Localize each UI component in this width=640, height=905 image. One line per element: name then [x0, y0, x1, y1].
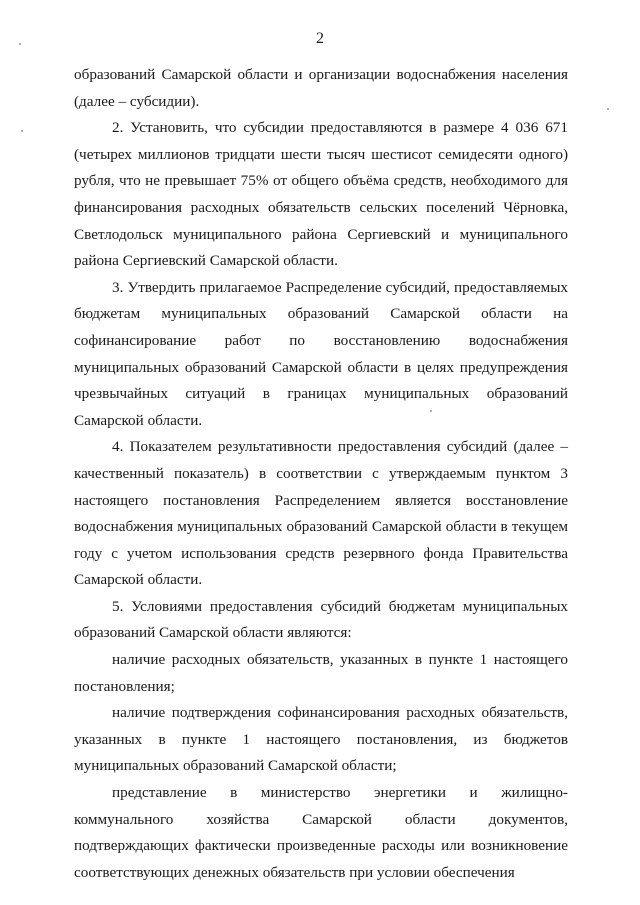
document-body [74, 62, 568, 886]
condition-documents-submission: представление в министерство энергетики и жилищно-коммунального хозяйства Самарской области документов, подтверждающих фактически произведенные расходы или возникновение соответствующих денежных обязательств при условии обеспечения [74, 784, 568, 881]
scan-speck [607, 108, 609, 110]
scan-speck [19, 43, 21, 45]
condition-expense-obligations: наличие расходных обязательств, указанных в пункте 1 настоящего постановления; [74, 651, 568, 695]
paragraph-item-3: 3. Утвердить прилагаемое Распределение субсидий, предоставляемых бюджетам муниципальных образований Самарской области на софинансирование работ по восстановлению водоснабжения муниципальных образований Самарской области в целях предупреждения чрезвычайных ситуаций в границах муниципальных образований Самарской области. [74, 278, 568, 429]
paragraph-item-4: 4. Показателем результативности предоставления субсидий (далее – качественный показатель) в соответствии с утверждаемым пунктом 3 настоящего постановления Распределением является восстановление водоснабжения муниципальных образований Самарской области в текущем году с учетом использования средств резервного фонда Правительства Самарской области. [74, 438, 568, 589]
paragraph-item-2: 2. Установить, что субсидии предоставляются в размере 4 036 671 (четырех миллионов тридцати шести тысяч шестисот семидесяти одного) рубля, что не превышает 75% от общего объёма средств, необходимого для финансирования расходных обязательств сельских поселений Чёрновка, Светлодольск муниципального района Сергиевский и муниципального района Сергиевский Самарской области. [74, 119, 568, 270]
page-number: 2 [316, 30, 324, 47]
paragraph-continuation: образований Самарской области и организации водоснабжения населения (далее – субсидии). [74, 66, 568, 110]
scan-speck [21, 130, 23, 132]
scan-speck [430, 410, 432, 412]
paragraph-item-5: 5. Условиями предоставления субсидий бюджетам муниципальных образований Самарской области являются: [74, 597, 568, 642]
condition-cofinancing-confirmation: наличие подтверждения софинансирования расходных обязательств, указанных в пункте 1 настоящего постановления, из бюджетов муниципальных образований Самарской области; [74, 704, 568, 775]
